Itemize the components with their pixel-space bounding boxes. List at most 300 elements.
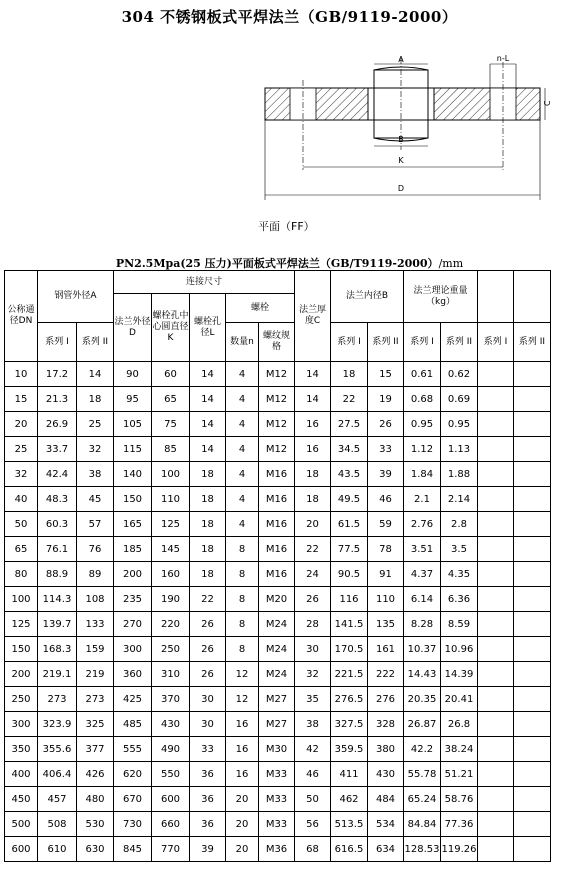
table-cell: 14	[190, 387, 226, 412]
table-cell: 42	[295, 737, 331, 762]
table-cell: 36	[190, 762, 226, 787]
table-cell: 610	[38, 837, 77, 862]
table-cell: M30	[259, 737, 295, 762]
table-cell: 534	[368, 812, 404, 837]
table-cell: 350	[5, 737, 38, 762]
table-cell: 116	[331, 587, 368, 612]
table-cell: M12	[259, 412, 295, 437]
table-cell	[514, 762, 551, 787]
table-cell: 4	[226, 387, 259, 412]
table-cell: 425	[114, 687, 152, 712]
table-cell: 4.37	[404, 562, 441, 587]
table-cell: 485	[114, 712, 152, 737]
table-cell: 49.5	[331, 487, 368, 512]
table-cell: M27	[259, 712, 295, 737]
table-cell: 550	[152, 762, 190, 787]
table-cell: 60.3	[38, 512, 77, 537]
table-cell: 4	[226, 412, 259, 437]
table-cell: 8.59	[441, 612, 478, 637]
table-cell: 3.51	[404, 537, 441, 562]
table-row	[5, 512, 551, 537]
table-cell	[514, 437, 551, 462]
dim-nl-label: n-L	[496, 54, 510, 63]
table-cell	[514, 637, 551, 662]
table-row	[5, 587, 551, 612]
table-cell	[478, 562, 514, 587]
table-cell: 34.5	[331, 437, 368, 462]
table-cell: 2.14	[441, 487, 478, 512]
table-cell: 630	[77, 837, 114, 862]
table-cell: 4	[226, 462, 259, 487]
header-bolt-qty: 数量n	[226, 323, 259, 362]
table-cell: 20	[226, 837, 259, 862]
table-cell: 26.9	[38, 412, 77, 437]
table-cell: 325	[77, 712, 114, 737]
table-cell: 46	[295, 762, 331, 787]
dim-k-label: K	[398, 156, 404, 165]
table-cell: 59	[368, 512, 404, 537]
table-cell: 220	[152, 612, 190, 637]
table-cell: 670	[114, 787, 152, 812]
header-bore-series2: 系列 II	[368, 323, 404, 362]
table-cell: 377	[77, 737, 114, 762]
header-thickness: 法兰厚度C	[295, 271, 331, 362]
table-cell: 25	[77, 412, 114, 437]
header-bolt: 螺栓	[226, 294, 295, 323]
table-cell: 2.8	[441, 512, 478, 537]
table-cell: 26	[295, 587, 331, 612]
table-cell	[514, 662, 551, 687]
table-cell: 2.1	[404, 487, 441, 512]
table-cell: 4	[226, 487, 259, 512]
dim-a-label: A	[398, 55, 404, 64]
table-cell: 2.76	[404, 512, 441, 537]
table-cell	[514, 687, 551, 712]
table-cell	[514, 487, 551, 512]
table-cell	[478, 362, 514, 387]
table-cell: M36	[259, 837, 295, 862]
table-cell: 770	[152, 837, 190, 862]
table-cell: 14	[190, 362, 226, 387]
table-row	[5, 662, 551, 687]
table-row	[5, 637, 551, 662]
table-cell: 10	[5, 362, 38, 387]
table-cell: 18	[190, 487, 226, 512]
table-cell: 125	[152, 512, 190, 537]
table-cell: 250	[152, 637, 190, 662]
table-cell: M20	[259, 587, 295, 612]
table-cell: 8	[226, 637, 259, 662]
table-cell	[514, 412, 551, 437]
table-cell: 200	[5, 662, 38, 687]
table-cell	[478, 512, 514, 537]
table-cell: 84.84	[404, 812, 441, 837]
table-cell: 39	[190, 837, 226, 862]
table-cell: M33	[259, 762, 295, 787]
table-cell: 500	[5, 812, 38, 837]
table-cell	[478, 437, 514, 462]
table-cell: 42.2	[404, 737, 441, 762]
table-cell: 276.5	[331, 687, 368, 712]
table-cell: 50	[295, 787, 331, 812]
header-bore: 法兰内径B	[331, 271, 404, 323]
table-cell: 22	[295, 537, 331, 562]
table-cell	[514, 737, 551, 762]
table-row	[5, 812, 551, 837]
table-cell: 380	[368, 737, 404, 762]
table-cell: 18	[295, 462, 331, 487]
header-bolt-circle: 螺栓孔中心圆直径K	[152, 294, 190, 362]
table-cell: 22	[190, 587, 226, 612]
table-cell: 36	[190, 787, 226, 812]
header-pipe-series2: 系列 II	[77, 323, 114, 362]
table-cell: 135	[368, 612, 404, 637]
table-cell: 30	[190, 687, 226, 712]
table-cell: 0.95	[404, 412, 441, 437]
header-thread: 螺纹规格	[259, 323, 295, 362]
table-cell: 457	[38, 787, 77, 812]
table-row	[5, 387, 551, 412]
table-cell: 48.3	[38, 487, 77, 512]
table-cell: 80	[5, 562, 38, 587]
table-cell: 100	[152, 462, 190, 487]
table-cell: 90.5	[331, 562, 368, 587]
table-cell: 168.3	[38, 637, 77, 662]
table-cell: 25	[5, 437, 38, 462]
table-cell	[478, 762, 514, 787]
table-cell: 61.5	[331, 512, 368, 537]
table-cell: 484	[368, 787, 404, 812]
table-cell: 355.6	[38, 737, 77, 762]
table-cell: 323.9	[38, 712, 77, 737]
table-cell: 91	[368, 562, 404, 587]
table-cell: 128.53	[404, 837, 441, 862]
header-extra-series2: 系列 II	[514, 323, 551, 362]
table-cell: 462	[331, 787, 368, 812]
table-cell: 1.84	[404, 462, 441, 487]
table-cell: 430	[152, 712, 190, 737]
table-cell: 490	[152, 737, 190, 762]
table-cell: 159	[77, 637, 114, 662]
table-cell: 219.1	[38, 662, 77, 687]
table-cell: 68	[295, 837, 331, 862]
table-cell: 22	[331, 387, 368, 412]
table-cell: 33	[190, 737, 226, 762]
table-cell	[478, 637, 514, 662]
table-cell: 33	[368, 437, 404, 462]
table-cell: 4	[226, 362, 259, 387]
table-cell: 65.24	[404, 787, 441, 812]
table-cell	[478, 712, 514, 737]
table-cell	[478, 412, 514, 437]
table-row	[5, 787, 551, 812]
table-cell: 38	[77, 462, 114, 487]
table-cell: 32	[295, 662, 331, 687]
table-cell: 0.69	[441, 387, 478, 412]
table-cell: 77.5	[331, 537, 368, 562]
table-cell: 26	[190, 662, 226, 687]
table-cell: M12	[259, 387, 295, 412]
table-cell: 430	[368, 762, 404, 787]
table-cell: 16	[226, 737, 259, 762]
table-cell	[514, 562, 551, 587]
table-cell: M33	[259, 812, 295, 837]
table-cell: 0.68	[404, 387, 441, 412]
page-title: 304 不锈钢板式平焊法兰（GB/9119-2000）	[121, 8, 458, 26]
table-cell: M24	[259, 662, 295, 687]
table-cell: M16	[259, 512, 295, 537]
table-cell: 219	[77, 662, 114, 687]
flange-drawing	[250, 50, 550, 210]
table-cell: 133	[77, 612, 114, 637]
table-cell: 57	[77, 512, 114, 537]
table-cell: 14	[295, 387, 331, 412]
table-row	[5, 612, 551, 637]
table-cell: 15	[368, 362, 404, 387]
table-cell: 1.88	[441, 462, 478, 487]
header-extra-series1: 系列 I	[478, 323, 514, 362]
table-cell: 105	[114, 412, 152, 437]
table-cell: 85	[152, 437, 190, 462]
table-cell: 1.13	[441, 437, 478, 462]
header-blank-2	[514, 271, 551, 323]
table-cell: 33.7	[38, 437, 77, 462]
table-cell	[478, 612, 514, 637]
table-row	[5, 762, 551, 787]
table-cell: 30	[190, 712, 226, 737]
table-cell: 17.2	[38, 362, 77, 387]
table-cell: 115	[114, 437, 152, 462]
table-cell: 508	[38, 812, 77, 837]
table-cell: 1.12	[404, 437, 441, 462]
table-cell: 26	[368, 412, 404, 437]
table-cell: 14	[77, 362, 114, 387]
dim-b-label: B	[398, 135, 404, 144]
table-cell: 273	[77, 687, 114, 712]
table-cell: 114.3	[38, 587, 77, 612]
table-cell: 16	[295, 412, 331, 437]
table-cell	[478, 662, 514, 687]
table-cell: 8	[226, 612, 259, 637]
header-weight-series2: 系列 II	[441, 323, 478, 362]
table-row	[5, 362, 551, 387]
table-cell: 426	[77, 762, 114, 787]
table-cell	[514, 612, 551, 637]
table-cell: 0.62	[441, 362, 478, 387]
table-cell: 150	[5, 637, 38, 662]
table-cell: 10.37	[404, 637, 441, 662]
table-cell: 411	[331, 762, 368, 787]
flange-spec-table	[4, 270, 551, 862]
table-cell: 16	[226, 762, 259, 787]
table-cell	[478, 687, 514, 712]
table-cell: 8	[226, 587, 259, 612]
table-cell: 32	[5, 462, 38, 487]
table-cell: 77.36	[441, 812, 478, 837]
table-row	[5, 487, 551, 512]
table-cell: 16	[295, 437, 331, 462]
table-cell: 19	[368, 387, 404, 412]
table-cell: M24	[259, 612, 295, 637]
table-cell: 26.87	[404, 712, 441, 737]
table-cell: 39	[368, 462, 404, 487]
table-cell: 15	[5, 387, 38, 412]
table-cell: M16	[259, 462, 295, 487]
header-dn: 公称通径DN	[5, 271, 38, 362]
table-cell: 14	[295, 362, 331, 387]
table-row	[5, 462, 551, 487]
table-cell: M12	[259, 437, 295, 462]
table-cell: 58.76	[441, 787, 478, 812]
table-cell: M16	[259, 487, 295, 512]
table-cell: 300	[114, 637, 152, 662]
table-cell: 108	[77, 587, 114, 612]
table-cell: 36	[190, 812, 226, 837]
table-cell: 6.36	[441, 587, 478, 612]
table-row	[5, 412, 551, 437]
table-cell: 24	[295, 562, 331, 587]
table-cell: 8	[226, 537, 259, 562]
header-connection: 连接尺寸	[114, 271, 295, 294]
header-pipe-series1: 系列 I	[38, 323, 77, 362]
table-cell: 50	[5, 512, 38, 537]
table-cell: M12	[259, 362, 295, 387]
table-cell: 10.96	[441, 637, 478, 662]
table-cell	[478, 537, 514, 562]
table-cell: 139.7	[38, 612, 77, 637]
table-cell	[514, 812, 551, 837]
table-cell: 27.5	[331, 412, 368, 437]
table-cell: 20	[295, 512, 331, 537]
table-cell: 3.5	[441, 537, 478, 562]
table-cell: 165	[114, 512, 152, 537]
table-cell: 56	[295, 812, 331, 837]
header-flange-od: 法兰外径D	[114, 294, 152, 362]
table-cell: 95	[114, 387, 152, 412]
table-row	[5, 737, 551, 762]
table-cell: 76.1	[38, 537, 77, 562]
table-cell: 0.95	[441, 412, 478, 437]
table-cell: 18	[190, 562, 226, 587]
table-cell: 300	[5, 712, 38, 737]
table-row	[5, 537, 551, 562]
table-row	[5, 837, 551, 862]
table-cell: 273	[38, 687, 77, 712]
table-cell	[514, 837, 551, 862]
table-cell: 4	[226, 512, 259, 537]
table-cell: 26	[190, 612, 226, 637]
table-cell: 14	[190, 412, 226, 437]
table-cell: 400	[5, 762, 38, 787]
table-cell: 185	[114, 537, 152, 562]
table-cell: 14.43	[404, 662, 441, 687]
table-cell: 26.8	[441, 712, 478, 737]
table-cell: 270	[114, 612, 152, 637]
table-cell: 14.39	[441, 662, 478, 687]
table-row	[5, 562, 551, 587]
table-cell: 634	[368, 837, 404, 862]
header-bore-series1: 系列 I	[331, 323, 368, 362]
table-cell	[514, 512, 551, 537]
table-cell: 20.41	[441, 687, 478, 712]
table-cell	[514, 462, 551, 487]
table-cell: 14	[190, 437, 226, 462]
table-cell: 18	[331, 362, 368, 387]
table-cell: 60	[152, 362, 190, 387]
table-cell: 40	[5, 487, 38, 512]
table-cell: 141.5	[331, 612, 368, 637]
table-cell: 190	[152, 587, 190, 612]
table-cell: 600	[5, 837, 38, 862]
table-cell: 55.78	[404, 762, 441, 787]
table-cell: 161	[368, 637, 404, 662]
table-cell: 221.5	[331, 662, 368, 687]
table-cell: 20	[226, 812, 259, 837]
table-cell: 21.3	[38, 387, 77, 412]
table-cell: 150	[114, 487, 152, 512]
table-cell: 28	[295, 612, 331, 637]
table-cell: 222	[368, 662, 404, 687]
table-cell	[478, 812, 514, 837]
table-unit: /mm	[438, 257, 464, 270]
table-cell: 160	[152, 562, 190, 587]
dim-d-label: D	[397, 184, 405, 193]
table-cell: 140	[114, 462, 152, 487]
table-cell	[478, 787, 514, 812]
table-cell: 450	[5, 787, 38, 812]
table-cell: 100	[5, 587, 38, 612]
table-cell: 32	[77, 437, 114, 462]
table-cell: 20	[5, 412, 38, 437]
table-cell: 12	[226, 662, 259, 687]
table-cell: 18	[77, 387, 114, 412]
table-cell: 200	[114, 562, 152, 587]
table-cell: 43.5	[331, 462, 368, 487]
table-cell: 30	[295, 637, 331, 662]
table-title-text: PN2.5Mpa(25 压力)平面板式平焊法兰（GB/T9119-2000）	[115, 257, 439, 270]
table-cell: 75	[152, 412, 190, 437]
table-cell: 145	[152, 537, 190, 562]
table-cell: 360	[114, 662, 152, 687]
table-cell: 359.5	[331, 737, 368, 762]
table-cell: 18	[190, 462, 226, 487]
table-cell	[514, 787, 551, 812]
table-cell: 65	[152, 387, 190, 412]
dim-c-label: C	[543, 100, 552, 106]
table-cell: 35	[295, 687, 331, 712]
table-cell: 20.35	[404, 687, 441, 712]
drawing-caption: 平面（FF）	[258, 220, 315, 233]
table-cell	[478, 737, 514, 762]
table-cell: 235	[114, 587, 152, 612]
table-cell: 88.9	[38, 562, 77, 587]
table-cell: 18	[295, 487, 331, 512]
table-row	[5, 712, 551, 737]
table-cell: 513.5	[331, 812, 368, 837]
table-cell: 6.14	[404, 587, 441, 612]
header-weight: 法兰理论重量（kg）	[404, 271, 478, 323]
table-cell	[514, 387, 551, 412]
table-cell	[478, 587, 514, 612]
table-cell: 555	[114, 737, 152, 762]
table-cell: 42.4	[38, 462, 77, 487]
table-cell: 0.61	[404, 362, 441, 387]
table-cell	[514, 587, 551, 612]
table-cell: 8.28	[404, 612, 441, 637]
table-cell	[514, 537, 551, 562]
table-cell: 845	[114, 837, 152, 862]
table-cell: M16	[259, 562, 295, 587]
